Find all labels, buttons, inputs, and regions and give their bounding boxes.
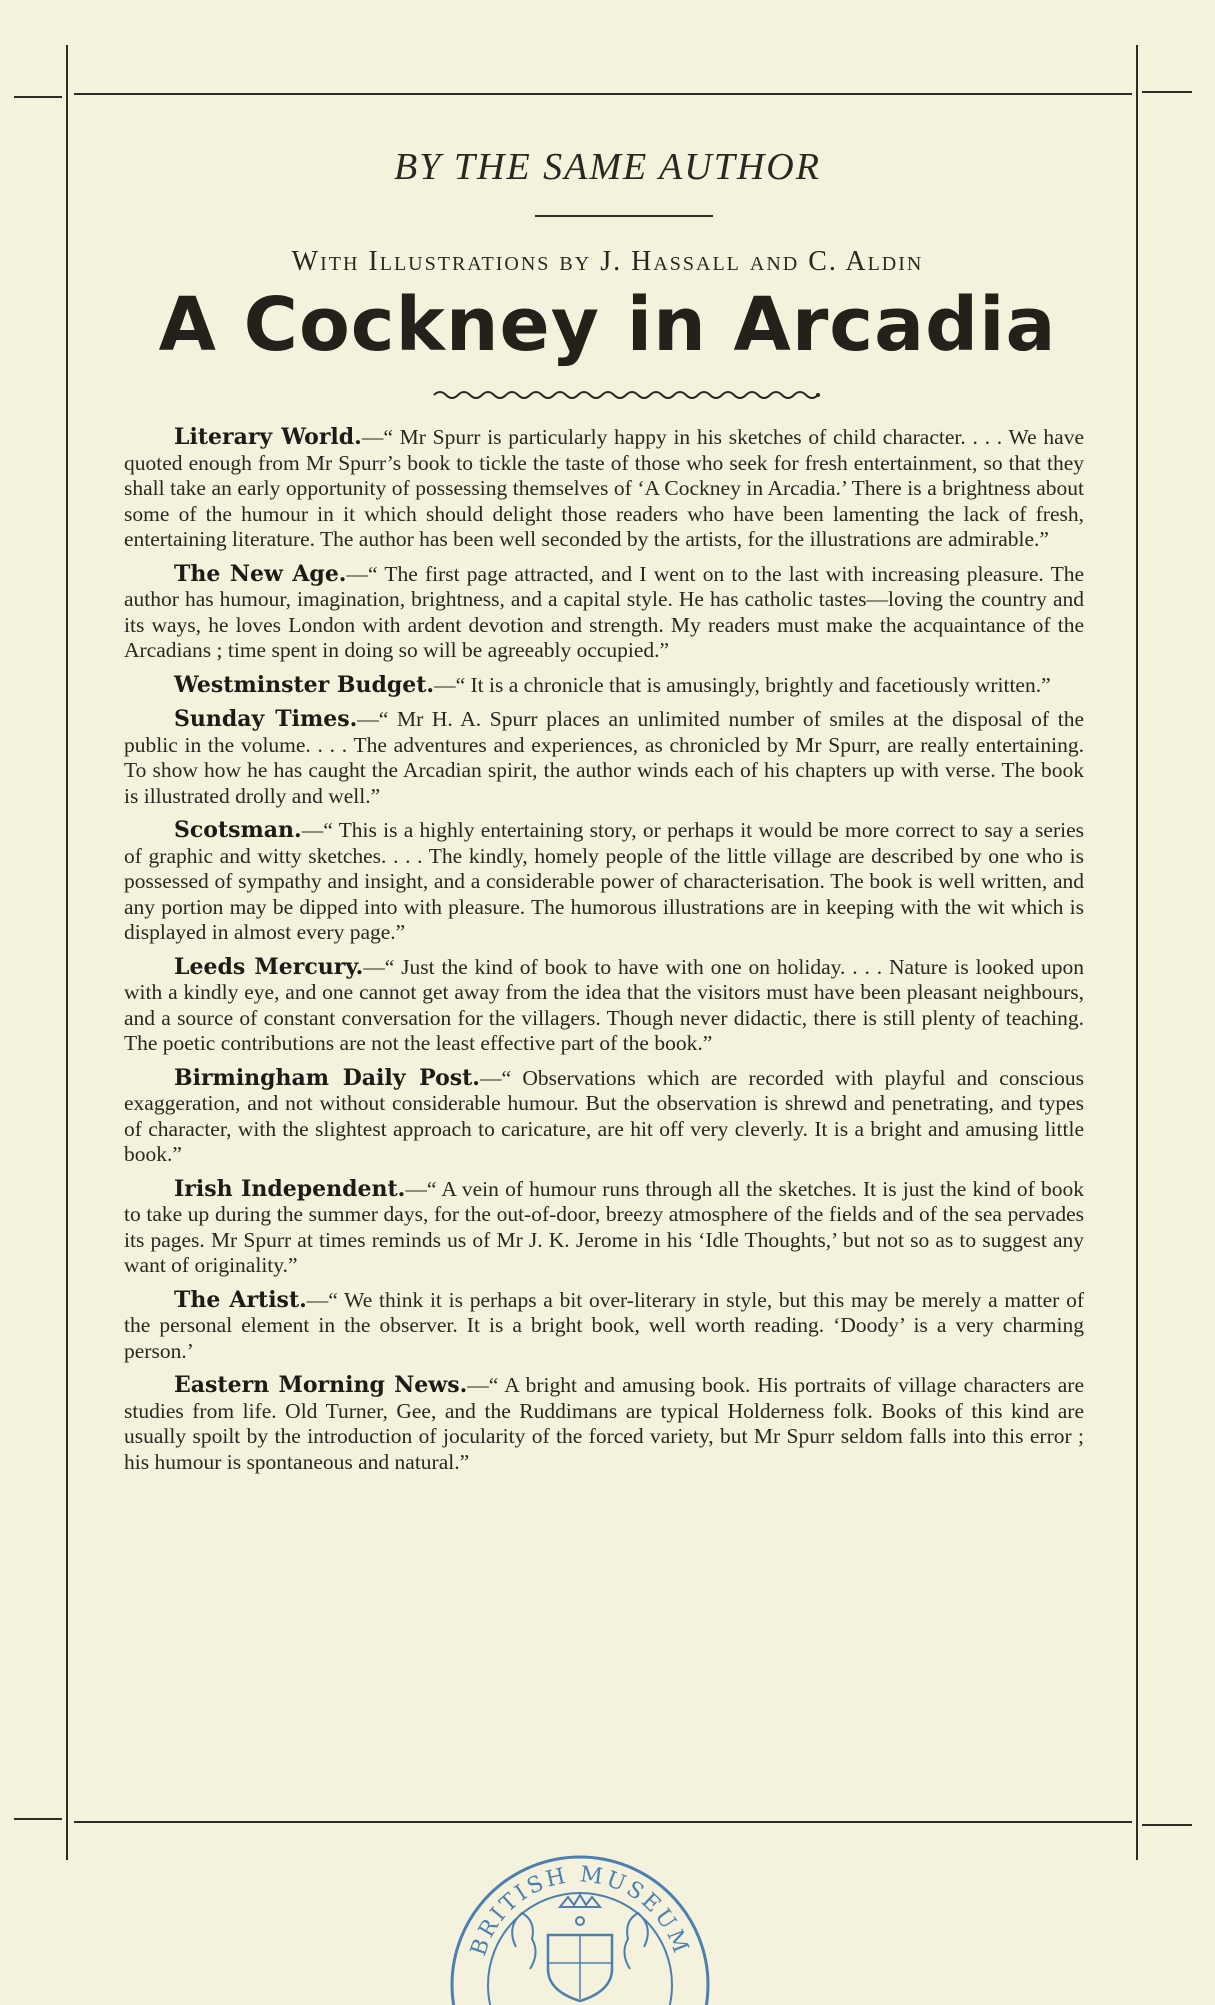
review-literary-world <box>124 425 1084 553</box>
review-source: Eastern Morning News. <box>174 1372 468 1398</box>
review-text: —“ It is a chronicle that is amusingly, brightly and facetiously written.” <box>434 672 1051 697</box>
review-text: —“ The first page attracted, and I went on to the last with increasing pleasure. The author has humour, imagination, brightness, and a capital style. He has catholic tastes—loving the country and its ways, he loves London with ardent devotion and strength. My readers must make the acquaintance of the Arcadians ; time spent in doing so will be agreeably occupied.” <box>124 561 1084 662</box>
review-text: —“ This is a highly entertaining story, or perhaps it would be more correct to say a series of graphic and witty sketches. . . . The kindly, homely people of the little village are described by one who is possessed of sympathy and insight, and a considerable power of characterisation. The book is well written, and any portion may be dipped into with pleasure. The humorous illustrations are in keeping with the wit which is displayed in almost every page.” <box>124 818 1084 944</box>
review-leeds-mercury <box>124 955 1084 1057</box>
review-the-artist <box>124 1288 1084 1365</box>
page-heading: BY THE SAME AUTHOR <box>394 146 821 188</box>
wavy-ornament <box>430 388 820 402</box>
reviews-list <box>124 425 1084 1484</box>
review-source: Leeds Mercury. <box>174 953 364 980</box>
review-text: —“ Just the kind of book to have with one on holiday. . . . Nature is looked upon with a kindly eye, and one cannot get away from the idea that the visitors must have been pleasant neighbours, and a source of constant conversation for the villagers. Though never didactic, there is still plenty of teaching. The poetic contributions are not the least effective part of the book.” <box>124 954 1085 1055</box>
review-text: —“ A vein of humour runs through all the sketches. It is just the kind of book to take up during the summer days, for the out-of-door, breezy atmosphere of the fields and of the sea pervades its pages. Mr Spurr at times reminds us of Mr J. K. Jerome in his ‘Idle Thoughts,’ but not so as to suggest any want of originality.” <box>124 1176 1084 1277</box>
review-birmingham-daily-post <box>124 1066 1084 1168</box>
review-source: Sunday Times. <box>174 706 358 732</box>
british-museum-stamp <box>430 1835 730 2005</box>
stamp-text: BRITISH MUSEUM <box>466 1862 694 1960</box>
review-new-age <box>124 562 1084 664</box>
frame-bottom-line <box>74 1821 1132 1823</box>
review-eastern-morning-news <box>124 1373 1084 1475</box>
review-text: —“ Mr H. A. Spurr places an unlimited number of smiles at the disposal of the public in the volume. . . . The adventures and experiences, as chronicled by Mr Spurr, are really entertaining. To show how he has caught the Arcadian spirit, the author winds each of his chapters up with verse. The book is illustrated drolly and well.” <box>124 707 1084 808</box>
frame-bottom-left-stub <box>14 1818 62 1820</box>
review-sunday-times <box>124 707 1084 809</box>
review-source: Scotsman. <box>174 817 302 843</box>
review-westminster-budget <box>124 673 1084 699</box>
review-source: Irish Independent. <box>174 1175 406 1202</box>
review-source: The Artist. <box>174 1286 307 1313</box>
review-scotsman <box>124 818 1084 946</box>
review-source: The New Age. <box>174 560 347 587</box>
review-text: —“ A bright and amusing book. His portraits of village characters are studies from life. Old Turner, Gee, and the Ruddimans are typical Holderness folk. Books of this kind are usually spoilt by the introduction of jocularity of the forced variety, but Mr Spurr seldom falls into this error ; his humour is spontaneous and natural.” <box>124 1373 1084 1474</box>
illustrators-line: With Illustrations by J. Hassall and C. Aldin <box>291 246 924 277</box>
frame-top-right-stub <box>1142 91 1192 93</box>
frame-top-line <box>74 93 1132 95</box>
review-irish-independent <box>124 1177 1084 1279</box>
frame-top-left-stub <box>14 96 62 98</box>
review-text: —“ Mr Spurr is particularly happy in his sketches of child character. . . . We have quoted enough from Mr Spurr’s book to tickle the taste of those who seek for fresh entertainment, so that they shall take an early opportunity of possessing themselves of ‘A Cockney in Arcadia.’ There is a brightness about some of the humour in it which should delight those readers who have been lamenting the lack of fresh, entertaining literature. The author has been well seconded by the artists, for the illustrations are admirable.” <box>124 425 1084 551</box>
review-source: Westminster Budget. <box>174 671 435 698</box>
book-title: A Cockney in Arcadia <box>158 282 1057 368</box>
review-text: —“ We think it is perhaps a bit over-literary in style, but this may be merely a matter of the personal element in the observer. It is a bright book, well worth reading. ‘Doody’ is a very charming person.’ <box>124 1287 1084 1363</box>
frame-bottom-right-stub <box>1142 1824 1192 1826</box>
review-source: Literary World. <box>174 424 362 450</box>
review-text: —“ Observations which are recorded with playful and conscious exaggeration, and not without considerable humour. But the observation is shrewd and penetrating, and types of character, with the slightest approach to caricature, are hit off very cleverly. It is a bright and amusing little book.” <box>124 1065 1084 1166</box>
review-source: Birmingham Daily Post. <box>174 1064 480 1091</box>
heading-divider <box>535 215 713 217</box>
